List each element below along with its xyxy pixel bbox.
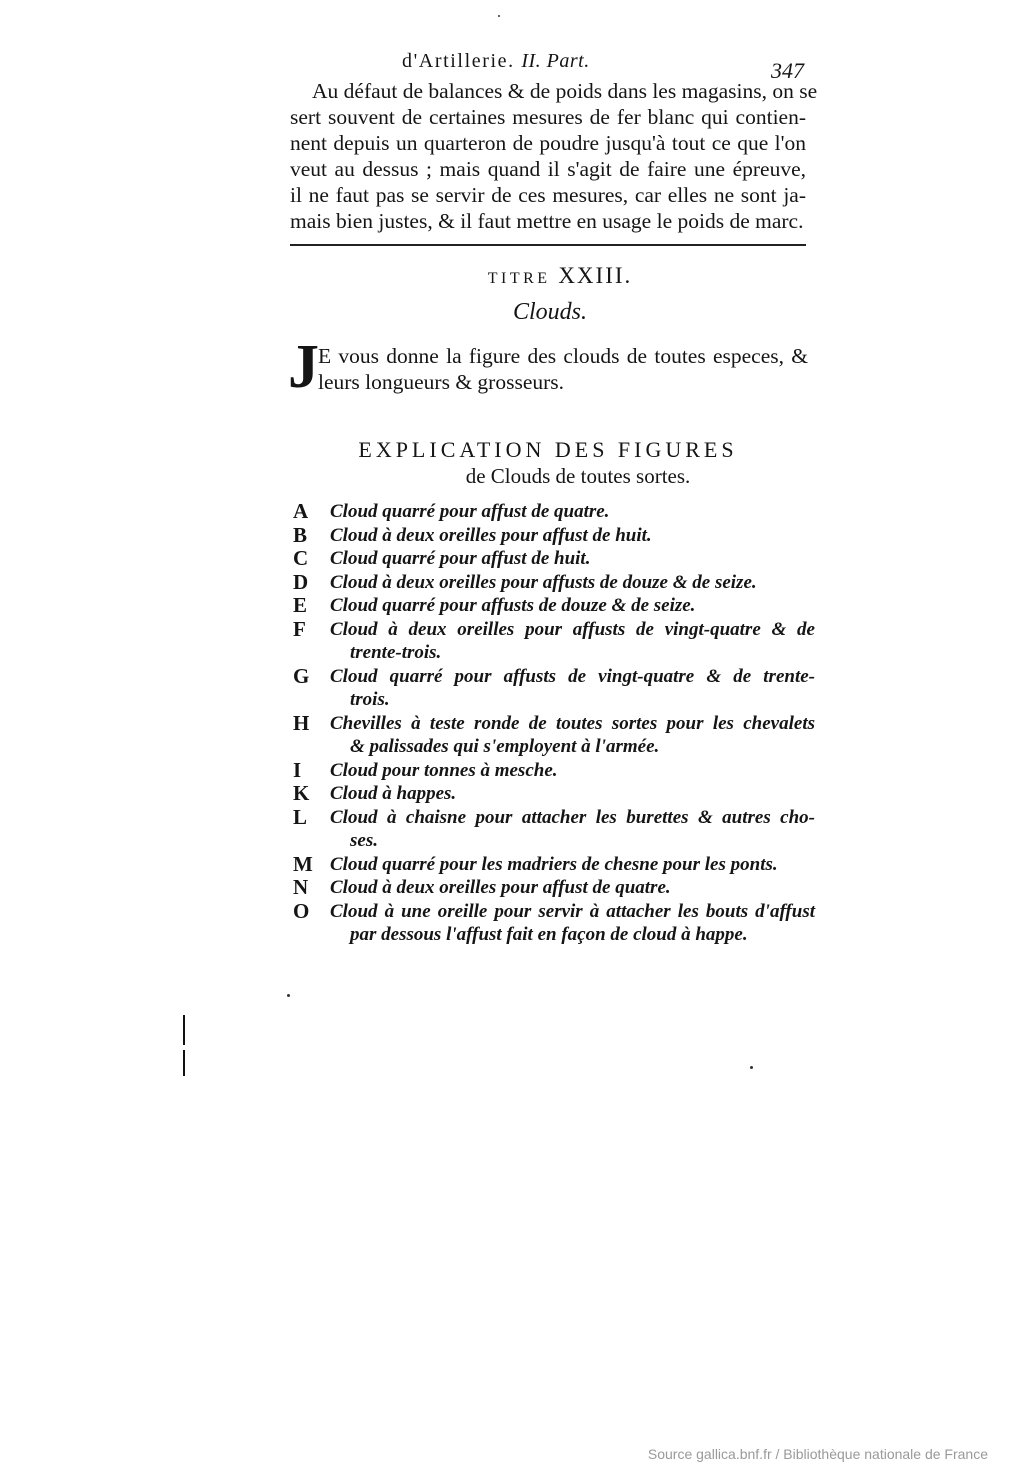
- figure-letter: H: [293, 710, 310, 735]
- figure-description-line: trois.: [350, 689, 390, 710]
- figure-description-line: Cloud à chaisne pour attacher les burettes & autres cho-: [330, 806, 815, 828]
- figure-letter: F: [293, 616, 306, 641]
- figure-description-line: Cloud à deux oreilles pour affust de quatre.: [330, 877, 671, 898]
- ink-speck: [287, 994, 290, 997]
- figure-description: [293, 759, 815, 783]
- figure-description: [293, 712, 815, 759]
- figure-legend-list: [293, 500, 815, 947]
- ink-speck: [750, 1066, 753, 1069]
- text-line: sert souvent de certaines mesures de fer blanc qui contien-: [290, 105, 806, 129]
- figure-description-line: & palissades qui s'employent à l'armée.: [350, 736, 660, 757]
- section-title: [440, 263, 680, 289]
- source-credit: Source gallica.bnf.fr / Bibliothèque nationale de France: [647, 1446, 988, 1462]
- figure-letter: O: [293, 898, 310, 923]
- figure-description: [293, 665, 815, 712]
- figure-description-line: Cloud à happes.: [330, 783, 457, 804]
- list-item: [293, 712, 815, 759]
- figure-description: [293, 806, 815, 853]
- text-line: E vous donne la figure des clouds de toutes especes, &: [318, 344, 808, 368]
- figure-letter: M: [293, 851, 313, 876]
- figure-description-line: Cloud pour tonnes à mesche.: [330, 759, 558, 781]
- figure-description-line: Cloud quarré pour affust de quatre.: [330, 501, 610, 522]
- list-item: [293, 806, 815, 853]
- figure-description: [293, 618, 815, 665]
- figure-description-line: Cloud quarré pour les madriers de chesne pour les ponts.: [330, 853, 778, 875]
- text-line: il ne faut pas se servir de ces mesures, car elles ne sont ja-: [290, 183, 806, 207]
- list-item: [293, 594, 815, 618]
- figure-letter: B: [293, 522, 308, 547]
- figure-letter: N: [293, 875, 309, 899]
- figure-description: [293, 524, 815, 548]
- figure-description-line: Cloud à une oreille pour servir à attacher les bouts d'affust: [330, 900, 815, 922]
- section-subtitle: Clouds.: [512, 299, 587, 325]
- text-line: veut au dessus ; mais quand il s'agit de faire une épreuve,: [290, 157, 806, 181]
- running-head-part: II. Part.: [521, 50, 590, 72]
- figure-description: [293, 876, 815, 900]
- list-item: [293, 665, 815, 712]
- figure-description: [293, 571, 815, 595]
- figure-description-line: Cloud quarré pour affusts de douze & de seize.: [330, 595, 696, 616]
- text-line: nent depuis un quarteron de poudre jusqu'à tout ce que l'on: [290, 131, 806, 155]
- figure-description: [293, 500, 815, 524]
- figure-description-line: Cloud à deux oreilles pour affusts de vingt-quatre & de: [330, 618, 815, 640]
- list-item: [293, 853, 815, 877]
- list-item: [293, 782, 815, 806]
- list-item: [293, 547, 815, 571]
- figure-description: [293, 900, 815, 947]
- running-head-title: d'Artillerie.: [402, 50, 515, 72]
- section-title-word: TITRE: [487, 270, 551, 287]
- figure-description: [293, 547, 815, 571]
- ink-speck: [498, 15, 500, 17]
- paragraph-poids: [290, 78, 818, 234]
- figure-description-line: Chevilles à teste ronde de toutes sortes pour les chevalets: [330, 712, 815, 734]
- list-item: [293, 618, 815, 665]
- figure-letter: I: [293, 757, 302, 782]
- section-title-number: XXIII.: [558, 263, 633, 288]
- figure-description-line: Cloud quarré pour affusts de vingt-quatre & de trente-: [330, 665, 815, 687]
- text-line: leurs longueurs & grosseurs.: [318, 370, 565, 394]
- figure-description-line: Cloud quarré pour affust de huit.: [330, 548, 591, 569]
- figure-description: [293, 853, 815, 877]
- page-number: 347: [771, 58, 804, 83]
- figure-description: [293, 782, 815, 806]
- margin-mark: [183, 1015, 185, 1045]
- text-line: mais bien justes, & il faut mettre en usage le poids de marc.: [290, 209, 804, 233]
- figure-description-line: ses.: [350, 830, 378, 851]
- margin-mark: [183, 1050, 185, 1076]
- figure-letter: E: [293, 593, 308, 617]
- section-divider: [290, 244, 806, 246]
- list-item: [293, 571, 815, 595]
- figure-letter: A: [293, 499, 309, 523]
- list-item: [293, 900, 815, 947]
- list-item: [293, 500, 815, 524]
- figure-description-line: trente-trois.: [350, 642, 442, 663]
- figure-description-line: Cloud à deux oreilles pour affust de huit.: [330, 524, 652, 546]
- explication-title: EXPLICATION DES FIGURES: [358, 437, 738, 462]
- list-item: [293, 876, 815, 900]
- figure-letter: L: [293, 804, 308, 829]
- figure-description-line: par dessous l'affust fait en façon de cloud à happe.: [350, 924, 748, 945]
- running-head: [402, 50, 590, 73]
- list-item: [293, 759, 815, 783]
- figure-letter: D: [293, 569, 309, 594]
- list-item: [293, 524, 815, 548]
- text-line: Au défaut de balances & de poids dans les magasins, on se: [312, 79, 818, 103]
- figure-description: [293, 594, 815, 618]
- drop-cap: J: [288, 333, 319, 401]
- figure-letter: C: [293, 546, 309, 570]
- explication-subtitle: de Clouds de toutes sortes.: [465, 464, 691, 488]
- figure-letter: K: [293, 781, 310, 805]
- figure-description-line: Cloud à deux oreilles pour affusts de douze & de seize.: [330, 571, 757, 593]
- paragraph-clouds: [318, 343, 808, 395]
- figure-letter: G: [293, 663, 310, 688]
